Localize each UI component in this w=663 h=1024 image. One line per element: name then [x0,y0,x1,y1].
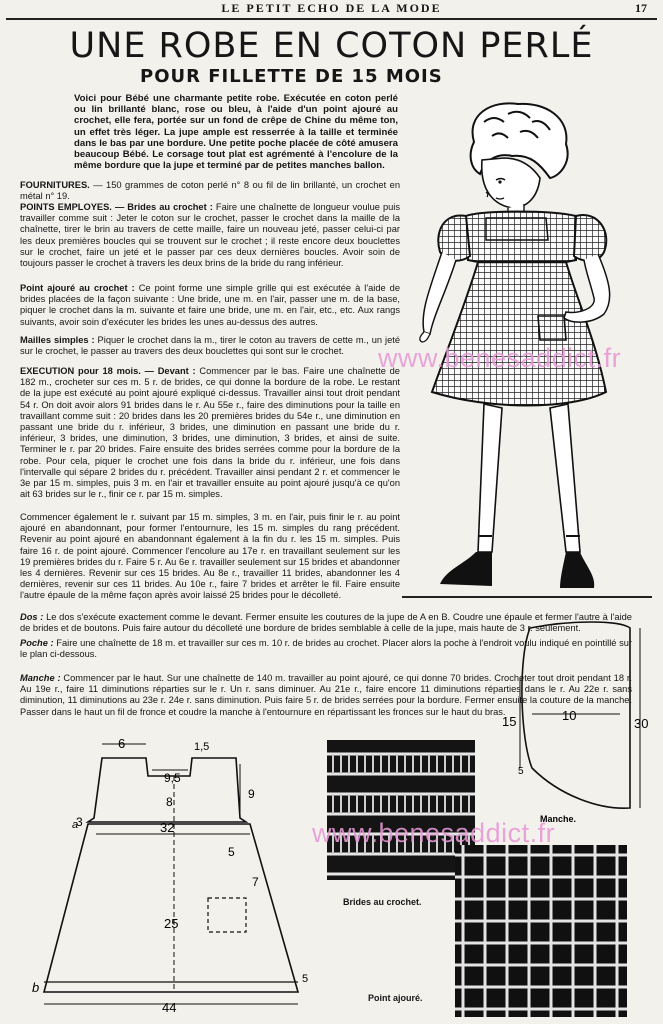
diagram-label-neckdepth: 8 [166,795,173,809]
diagram-label-armhole: 9 [248,787,255,801]
diagram-label-pocketw: 7 [252,875,259,889]
diagram-label-skirt: 25 [164,916,179,931]
dos-label: Dos : [20,612,44,622]
diagram-point-a: a [72,819,79,831]
watermark-bottom: www.benesaddict.fr [312,818,556,848]
points-text: Faire une chaînette de longueur voulue puis travailler comme suit : Jeter le coton sur le crochet, passer le crochet dans la maille de la chaînette, tirer le brin au travers de cette maille, faire un nouveau jeté, passer celui-ci par les deux premières boucles qui se trouvent sur le crochet ; il reste encore deux bouclettes sur le crochet, faire un jeté et le passer par ces deux dernières boucles. Avoir soin de toujours passer le crochet à travers les deux brins de la bride du rang inférieur. [20,202,401,269]
fournitures-paragraph [20,180,400,202]
figure-rule [402,596,652,598]
diagram-label-hem: 5 [302,973,309,985]
exec-label: EXECUTION pour 18 mois. [20,366,141,376]
mailles-text: Piquer le crochet dans la m., tirer le coton au travers de cette m., un jeté sur le crochet, le passer au travers des deux bouclettes qui sont sur le crochet. [20,335,400,357]
brides-swatch [327,740,475,880]
ajoure-caption: Point ajouré. [368,993,423,1003]
article-subtitle: POUR FILLETTE DE 15 MOIS [140,66,443,87]
poche-text: Faire une chaînette de 18 m. et travailler sur ces m. 10 r. de brides au crochet. Placer alors la poche à l'endroit voulu indiqué en pointillé sur le plan ci-dessous. [20,638,632,660]
diagram-label-waist: 32 [160,820,175,835]
ajoure-text: Ce point forme une simple grille qui est exécutée à l'aide de brides placées de la façon suivante : Une bride, une m. en l'air, passer une m. de la base, piquer le crochet dans la m. suivante et faire une bride, une m. en l'air, etc., etc. Aux rangs suivants, avoir soin d'exécuter les brides les unes au-dessus des autres. [20,283,401,327]
poche-label: Poche : [20,638,54,648]
ajoure-swatch [455,845,627,1017]
page-number: 17 [635,1,647,15]
points-sub: — Brides au crochet : [114,202,213,212]
page-header [6,0,657,20]
execution-paragraph [20,366,400,500]
manche-text: Commencer par le haut. Sur une chaînette de 140 m. travailler au point ajouré, ce qui donne 70 brides. Crocheter tout droit pendant 18 r. Au 19e r., faire 11 diminutions réparties sur le r. Un r. sans diminuer. Au 21e r., faire encore 11 diminutions réparties dans le r. Au 22e r. sans diminution, 11 diminutions au 23e r. 24e r. sans diminution. Puis faire 5 r. de brides serrées pour la bordure. Fermer ensuite la couture de la manche. Passer dans le haut un fil de fronce et coudre la manche à l'entournure en répartissant les fronces sur le haut du bras. [20,673,632,717]
exec-text: Commencer par le bas. Faire une chaînette de 182 m., crocheter sur ces m. 5 r. de brides, ce qui donne la bordure de la robe. Le restant de la jupe est exécuté au point ajouré expliqué ci-dessus. Travailler ainsi tout droit pendant 54 r. On doit avoir alors 91 brides dans le r. Au 55e r., faire des diminutions pour la taille en travaillant comme suit : 20 brides dans les 20 premières brides du 54e r., une diminution en passant une bride du r. inférieur, 3 brides, une diminution en passant une bride du r. inférieur, 3 brides, une diminution, 3 brides, une diminution, 3 brides, et ainsi de suite. Terminer le r. par 20 brides. Faire ensuite des brides serrées comme pour la bordure de la robe. Pour cela, piquer le crochet une fois dans la bride du r. inférieur, une fois dans l'intervalle qui sépare 2 brides du r. précédent. Travailler ainsi pendant 2 r. et commencer le 3e par 15 m. simples, puis 3 m. en l'air et travailler ensuite au point ajouré jusqu'à ce qu'on ait 63 brides sur le r., finir ce r. par 15 m. simples. [20,366,400,500]
diagram-label-waistleft: 3 [76,815,83,829]
fournitures-label: FOURNITURES. [20,180,90,190]
diagram-label-top: 6 [118,736,126,751]
brides-caption: Brides au crochet. [343,897,422,907]
diagram-point-b: b [32,980,40,995]
dos-text: Le dos s'exécute exactement comme le devant. Fermer ensuite les coutures de la jupe de A en B. Coudre une épaule et fermer l'autre à l'aide de brides et de boutons. Puis faire autour du décolleté une bordure de brides semblable à celle de la jupe, mais haute de 3 r. seulement. [20,612,632,634]
commencer-paragraph: Commencer également le r. suivant par 15 m. simples, 3 m. en l'air, puis finir le r. au point ajouré en abandonnant, pour former l'entournure, les 15 m. simples du rang précédent. Revenir au point ajouré en abandonnant également à la fin du r. les 15 m. simples. Puis faire 16 r. de point ajouré. Commencer l'encolure au 17e r. en travaillant seulement sur les 19 premières brides du r. Faire 5 r. Au 6e r. travailler seulement sur 15 brides et abandonner les 4 dernières. Revenir sur ces 15 brides. Au 8e r., travailler 11 brides, abandonner les 4 dernières, revenir sur ces 11 brides. Au 10e r., faire 7 brides et arrêter le fil. Faire ensuite l'autre épaule de la même façon après avoir laissé 25 brides pour le décolleté. [20,512,400,601]
ajoure-label: Point ajouré au crochet : [20,283,135,293]
exec-sub: — Devant : [144,366,196,376]
manche-label-height: 30 [634,716,649,731]
mailles-paragraph [20,335,400,357]
mailles-label: Mailles simples : [20,335,95,345]
diagram-label-neck: 9,5 [164,771,181,785]
manche-label: Manche : [20,673,61,683]
fournitures-text: — 150 grammes de coton perlé n° 8 ou fil de lin brillanté, un crochet en métal n° 19. [20,180,400,202]
manche-caption: Manche. [540,814,577,824]
manche-label-width: 10 [562,708,577,723]
watermark-top: www.benesaddict.fr [378,343,622,373]
points-label: POINTS EMPLOYES. [20,202,112,212]
points-paragraph [20,202,400,269]
intro-paragraph: Voici pour Bébé une charmante petite robe. Exécutée en coton perlé ou lin brillanté blanc, rose ou bleu, à l'aide d'un point ajouré au crochet, elle fera, portée sur un fond de crêpe de Chine du même ton, un effet très léger. La jupe ample est resserrée à la taille et terminée dans le bas par une bordure. Une petite poche placée de côté amusera beaucoup Bébé. Le corsage tout plat est agrémenté à l'encolure de la même bordure que la jupe et terminé par de petites manches ballon. [74,93,398,172]
manche-label-bottom: 5 [518,766,524,777]
masthead: LE PETIT ECHO DE LA MODE [221,1,442,15]
ajoure-paragraph [20,283,400,328]
diagram-label-bottom: 44 [162,1000,177,1015]
manche-label-side: 15 [502,714,517,729]
pattern-diagram [14,728,324,1016]
article-title: UNE ROBE EN COTON PERLÉ [69,26,594,66]
diagram-label-shoulder: 1,5 [194,741,210,753]
manche-diagram [490,618,650,824]
diagram-label-pocketh: 5 [228,845,235,859]
